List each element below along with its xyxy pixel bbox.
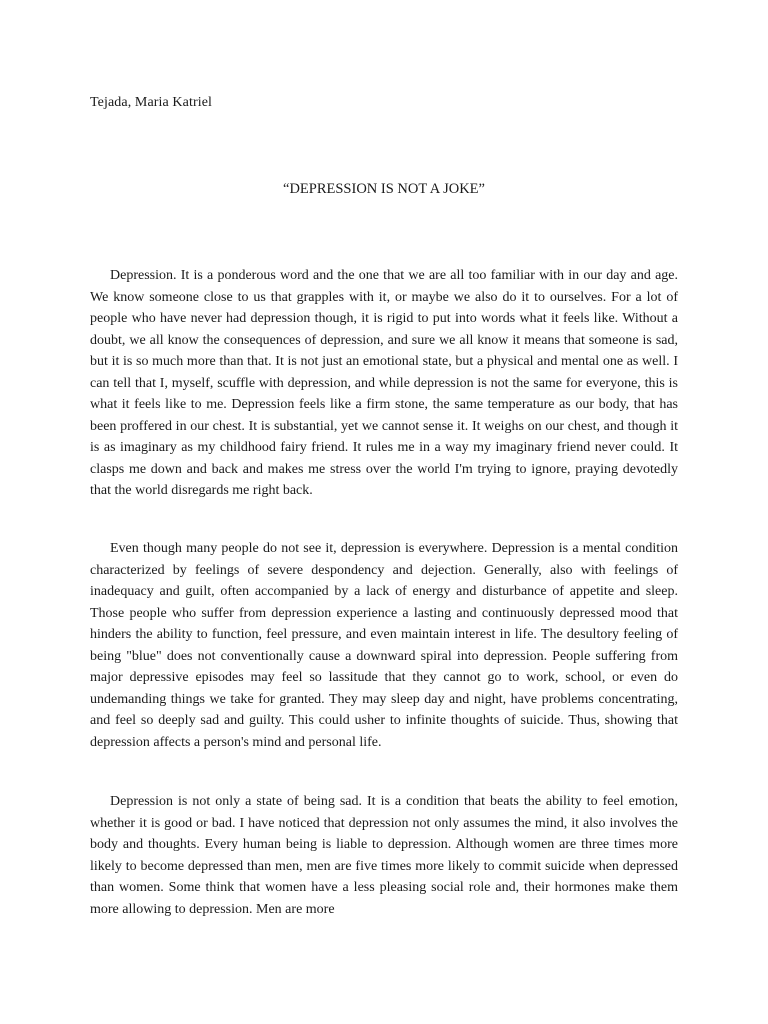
author-name: Tejada, Maria Katriel <box>90 95 213 110</box>
paragraph-1: Depression. It is a ponderous word and the one that we are all too familiar with in our day and age. We know someone close to us that grapples with it, or maybe we also do it to ourselves. For a lot of people who have never had depression though, it is rigid to put into words what it feels like. Without a doubt, we all know the consequences of depression, and sure we all know it means that someone is sad, but it is so much more than that. It is not just an emotional state, but a physical and mental one as well. I can tell that I, myself, scuffle with depression, and while depression is not the same for everyone, this is what it feels like to me. Depression feels like a firm stone, the same temperature as our body, that has been proffered in our chest. It is substantial, yet we cannot sense it. It weighs on our chest, and though it is as imaginary as my childhood fairy friend. It rules me in a way my imaginary friend never could. It clasps me down and back and makes me stress over the world I'm trying to ignore, praying devotedly that the world disregards me right back. <box>90 268 678 498</box>
paragraph-2: Even though many people do not see it, depression is everywhere. Depression is a mental condition characterized by feelings of severe despondency and dejection. Generally, also with feelings of inadequacy and guilt, often accompanied by a lack of energy and disturbance of appetite and sleep. Those people who suffer from depression experience a lasting and continuously depressed mood that hinders the ability to function, feel pressure, and even maintain interest in life. The desultory feeling of being "blue" does not conventionally cause a downward spiral into depression. People suffering from major depressive episodes may feel so lassitude that they cannot go to work, school, or even do undemanding things we take for granted. They may sleep day and night, have problems concentrating, and feel so deeply sad and guilty. This could usher to infinite thoughts of suicide. Thus, showing that depression affects a person's mind and personal life. <box>90 541 678 750</box>
paragraph-3: Depression is not only a state of being sad. It is a condition that beats the ability to feel emotion, whether it is good or bad. I have noticed that depression not only assumes the mind, it also involves the body and thoughts. Every human being is liable to depression. Although women are three times more likely to become depressed than men, men are five times more likely to commit suicide when depressed than women. Some think that women have a less pleasing social role and, their hormones make them more allowing to depression. Men are more <box>90 794 678 917</box>
essay-title: “DEPRESSION IS NOT A JOKE” <box>283 181 485 197</box>
